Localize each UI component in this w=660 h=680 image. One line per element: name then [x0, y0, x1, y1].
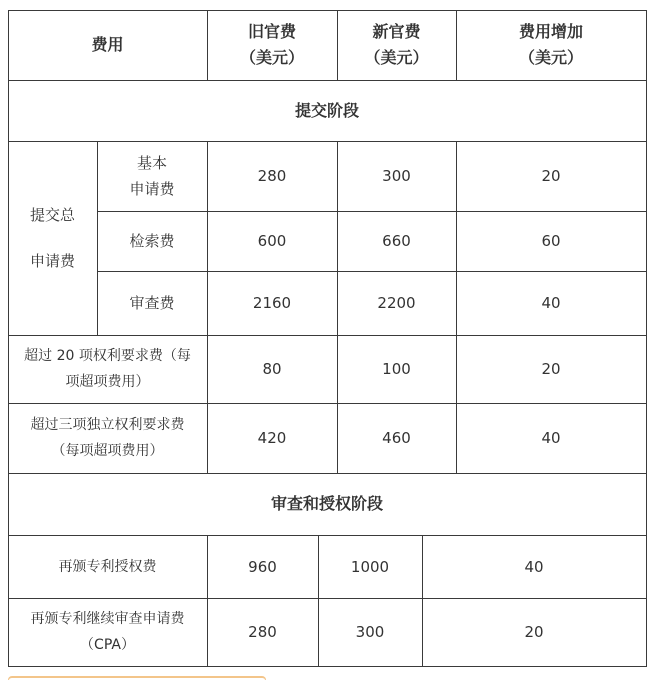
header-new-line1: 新官费: [372, 22, 421, 41]
table-row-basic-label: [97, 141, 207, 211]
search-old: [207, 211, 337, 271]
table-border-bottom: [8, 666, 647, 667]
claims20-inc-value: 20: [541, 360, 561, 378]
basic-new: [337, 141, 456, 211]
claims20-label-line1: 超过 20 项权利要求费（每: [24, 348, 191, 364]
cpa-old-value: 280: [248, 623, 277, 641]
indep3-inc: [456, 403, 646, 473]
header-fee-label: 费用: [91, 35, 124, 54]
table-row-claims20-label: [8, 335, 207, 403]
reissue-new: [318, 535, 422, 598]
indep3-old-value: 420: [257, 429, 287, 447]
cpa-new: [318, 598, 422, 666]
basic-new-value: 300: [382, 167, 411, 185]
table-row-exam-label: [97, 271, 207, 335]
basic-inc-value: 20: [541, 167, 561, 185]
header-old-fee: [207, 10, 337, 80]
header-increase: [456, 10, 646, 80]
basic-inc: [456, 141, 646, 211]
header-old-line2: （美元）: [239, 48, 304, 67]
header-fee: [8, 10, 207, 80]
table-row-indep3-label: [8, 403, 207, 473]
search-new: [337, 211, 456, 271]
exam-old: [207, 271, 337, 335]
filing-group-line1: 提交总: [29, 206, 75, 224]
cpa-inc-value: 20: [524, 623, 544, 641]
search-label: 检索费: [129, 232, 175, 250]
claims20-new: [337, 335, 456, 403]
section-filing-label: 提交阶段: [294, 100, 359, 120]
basic-old-value: 280: [257, 167, 287, 185]
table-row-cpa-label: [8, 598, 207, 666]
header-inc-line1: 费用增加: [518, 22, 583, 41]
search-old-value: 600: [257, 232, 287, 250]
header-old-line1: 旧官费: [247, 22, 296, 41]
filing-group-line2: 申请费: [29, 252, 75, 270]
claims20-old: [207, 335, 337, 403]
section-exam-grant: [8, 473, 646, 535]
basic-label-line1: 基本: [136, 154, 167, 172]
header-inc-line2: （美元）: [518, 48, 583, 67]
header-new-fee: [337, 10, 456, 80]
cpa-inc: [422, 598, 646, 666]
exam-new: [337, 271, 456, 335]
header-new-line2: （美元）: [364, 48, 429, 67]
indep3-new: [337, 403, 456, 473]
cpa-old: [207, 598, 318, 666]
reissue-inc: [422, 535, 646, 598]
table-row-reissue-label: [8, 535, 207, 598]
table-border-right: [646, 10, 647, 667]
table-row-search-label: [97, 211, 207, 271]
filing-group-label: [8, 141, 97, 335]
reissue-inc-value: 40: [524, 557, 544, 576]
cpa-label-line1: 再颁专利继续审查申请费: [30, 611, 185, 627]
indep3-inc-value: 40: [541, 429, 561, 447]
section-exam-label: 审查和授权阶段: [270, 494, 383, 513]
search-inc: [456, 211, 646, 271]
reissue-old: [207, 535, 318, 598]
search-inc-value: 60: [541, 232, 561, 250]
section-filing: [8, 80, 646, 141]
exam-inc: [456, 271, 646, 335]
bottom-accent-bar: [8, 676, 266, 680]
cpa-new-value: 300: [355, 623, 385, 641]
claims20-label-line2: 项超项费用）: [65, 374, 150, 390]
exam-old-value: 2160: [252, 294, 292, 312]
claims20-old-value: 80: [262, 360, 282, 378]
reissue-new-value: 1000: [350, 557, 390, 576]
basic-label-line2: 申请费: [129, 180, 175, 198]
claims20-new-value: 100: [382, 360, 411, 378]
indep3-label-line1: 超过三项独立权利要求费: [30, 417, 185, 433]
search-new-value: 660: [382, 232, 411, 250]
reissue-label: 再颁专利授权费: [58, 558, 157, 575]
exam-inc-value: 40: [541, 294, 561, 312]
claims20-inc: [456, 335, 646, 403]
reissue-old-value: 960: [248, 557, 277, 576]
exam-new-value: 2200: [377, 294, 416, 312]
indep3-new-value: 460: [382, 429, 411, 447]
indep3-old: [207, 403, 337, 473]
cpa-label-line2: （CPA）: [80, 637, 135, 653]
indep3-label-line2: （每项超项费用）: [51, 443, 164, 459]
exam-label: 审查费: [129, 294, 175, 312]
basic-old: [207, 141, 337, 211]
